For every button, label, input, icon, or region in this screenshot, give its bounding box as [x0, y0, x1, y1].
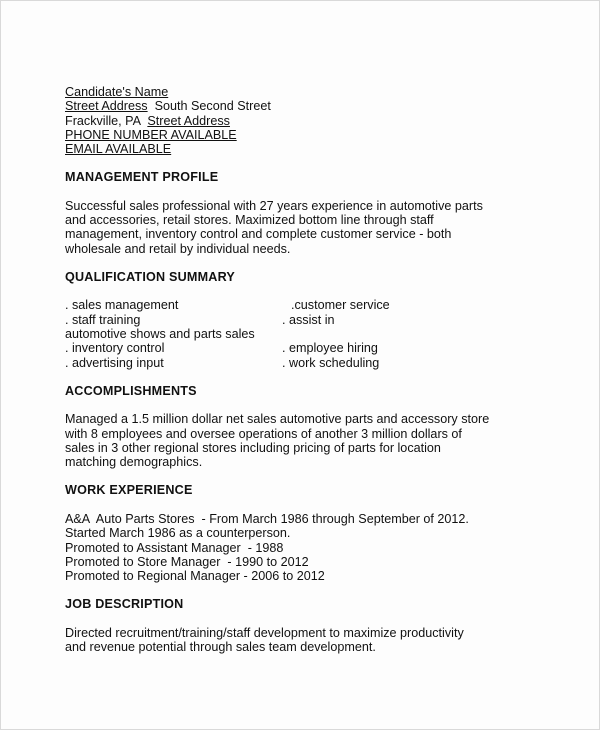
accomplishments-line: matching demographics. [65, 455, 203, 469]
qualification-left: . inventory control [65, 341, 165, 355]
profile-line: wholesale and retail by individual needs. [65, 242, 291, 256]
qualification-right: . employee hiring [282, 341, 378, 355]
qualification-left: . sales management [65, 298, 179, 312]
street-address-line [65, 99, 271, 113]
city-value: Frackville, PA [65, 114, 141, 128]
qualification-left: automotive shows and parts sales [65, 327, 255, 341]
city-street-label: Street Address [147, 114, 230, 128]
candidate-name: Candidate's Name [65, 85, 169, 99]
qualification-left: . staff training [65, 313, 141, 327]
experience-line: Promoted to Store Manager - 1990 to 2012 [65, 555, 309, 569]
qualification-right: . assist in [282, 313, 335, 327]
experience-heading: WORK EXPERIENCE [65, 483, 193, 497]
experience-line: A&A Auto Parts Stores - From March 1986 through September of 2012. [65, 512, 469, 526]
qualification-right: .customer service [291, 298, 390, 312]
experience-line: Started March 1986 as a counterperson. [65, 526, 291, 540]
accomplishments-line: Managed a 1.5 million dollar net sales automotive parts and accessory store [65, 412, 490, 426]
accomplishments-line: with 8 employees and oversee operations of another 3 million dollars of [65, 427, 462, 441]
profile-line: management, inventory control and complete customer service - both [65, 227, 452, 241]
city-line [65, 114, 230, 128]
job-description-line: and revenue potential through sales team development. [65, 640, 376, 654]
job-description-heading: JOB DESCRIPTION [65, 597, 184, 611]
profile-heading: MANAGEMENT PROFILE [65, 170, 219, 184]
street-address-label: Street Address [65, 99, 148, 113]
email-address: EMAIL AVAILABLE [65, 142, 172, 156]
accomplishments-heading: ACCOMPLISHMENTS [65, 384, 197, 398]
experience-line: Promoted to Assistant Manager - 1988 [65, 541, 284, 555]
profile-line: and accessories, retail stores. Maximized bottom line through staff [65, 213, 434, 227]
profile-line: Successful sales professional with 27 years experience in automotive parts [65, 199, 483, 213]
qualifications-heading: QUALIFICATION SUMMARY [65, 270, 236, 284]
phone-number: PHONE NUMBER AVAILABLE [65, 128, 237, 142]
accomplishments-line: sales in 3 other regional stores including pricing of parts for location [65, 441, 441, 455]
street-address-value: South Second Street [154, 99, 271, 113]
qualification-right: . work scheduling [282, 356, 380, 370]
job-description-line: Directed recruitment/training/staff development to maximize productivity [65, 626, 464, 640]
experience-line: Promoted to Regional Manager - 2006 to 2012 [65, 569, 325, 583]
qualification-left: . advertising input [65, 356, 164, 370]
